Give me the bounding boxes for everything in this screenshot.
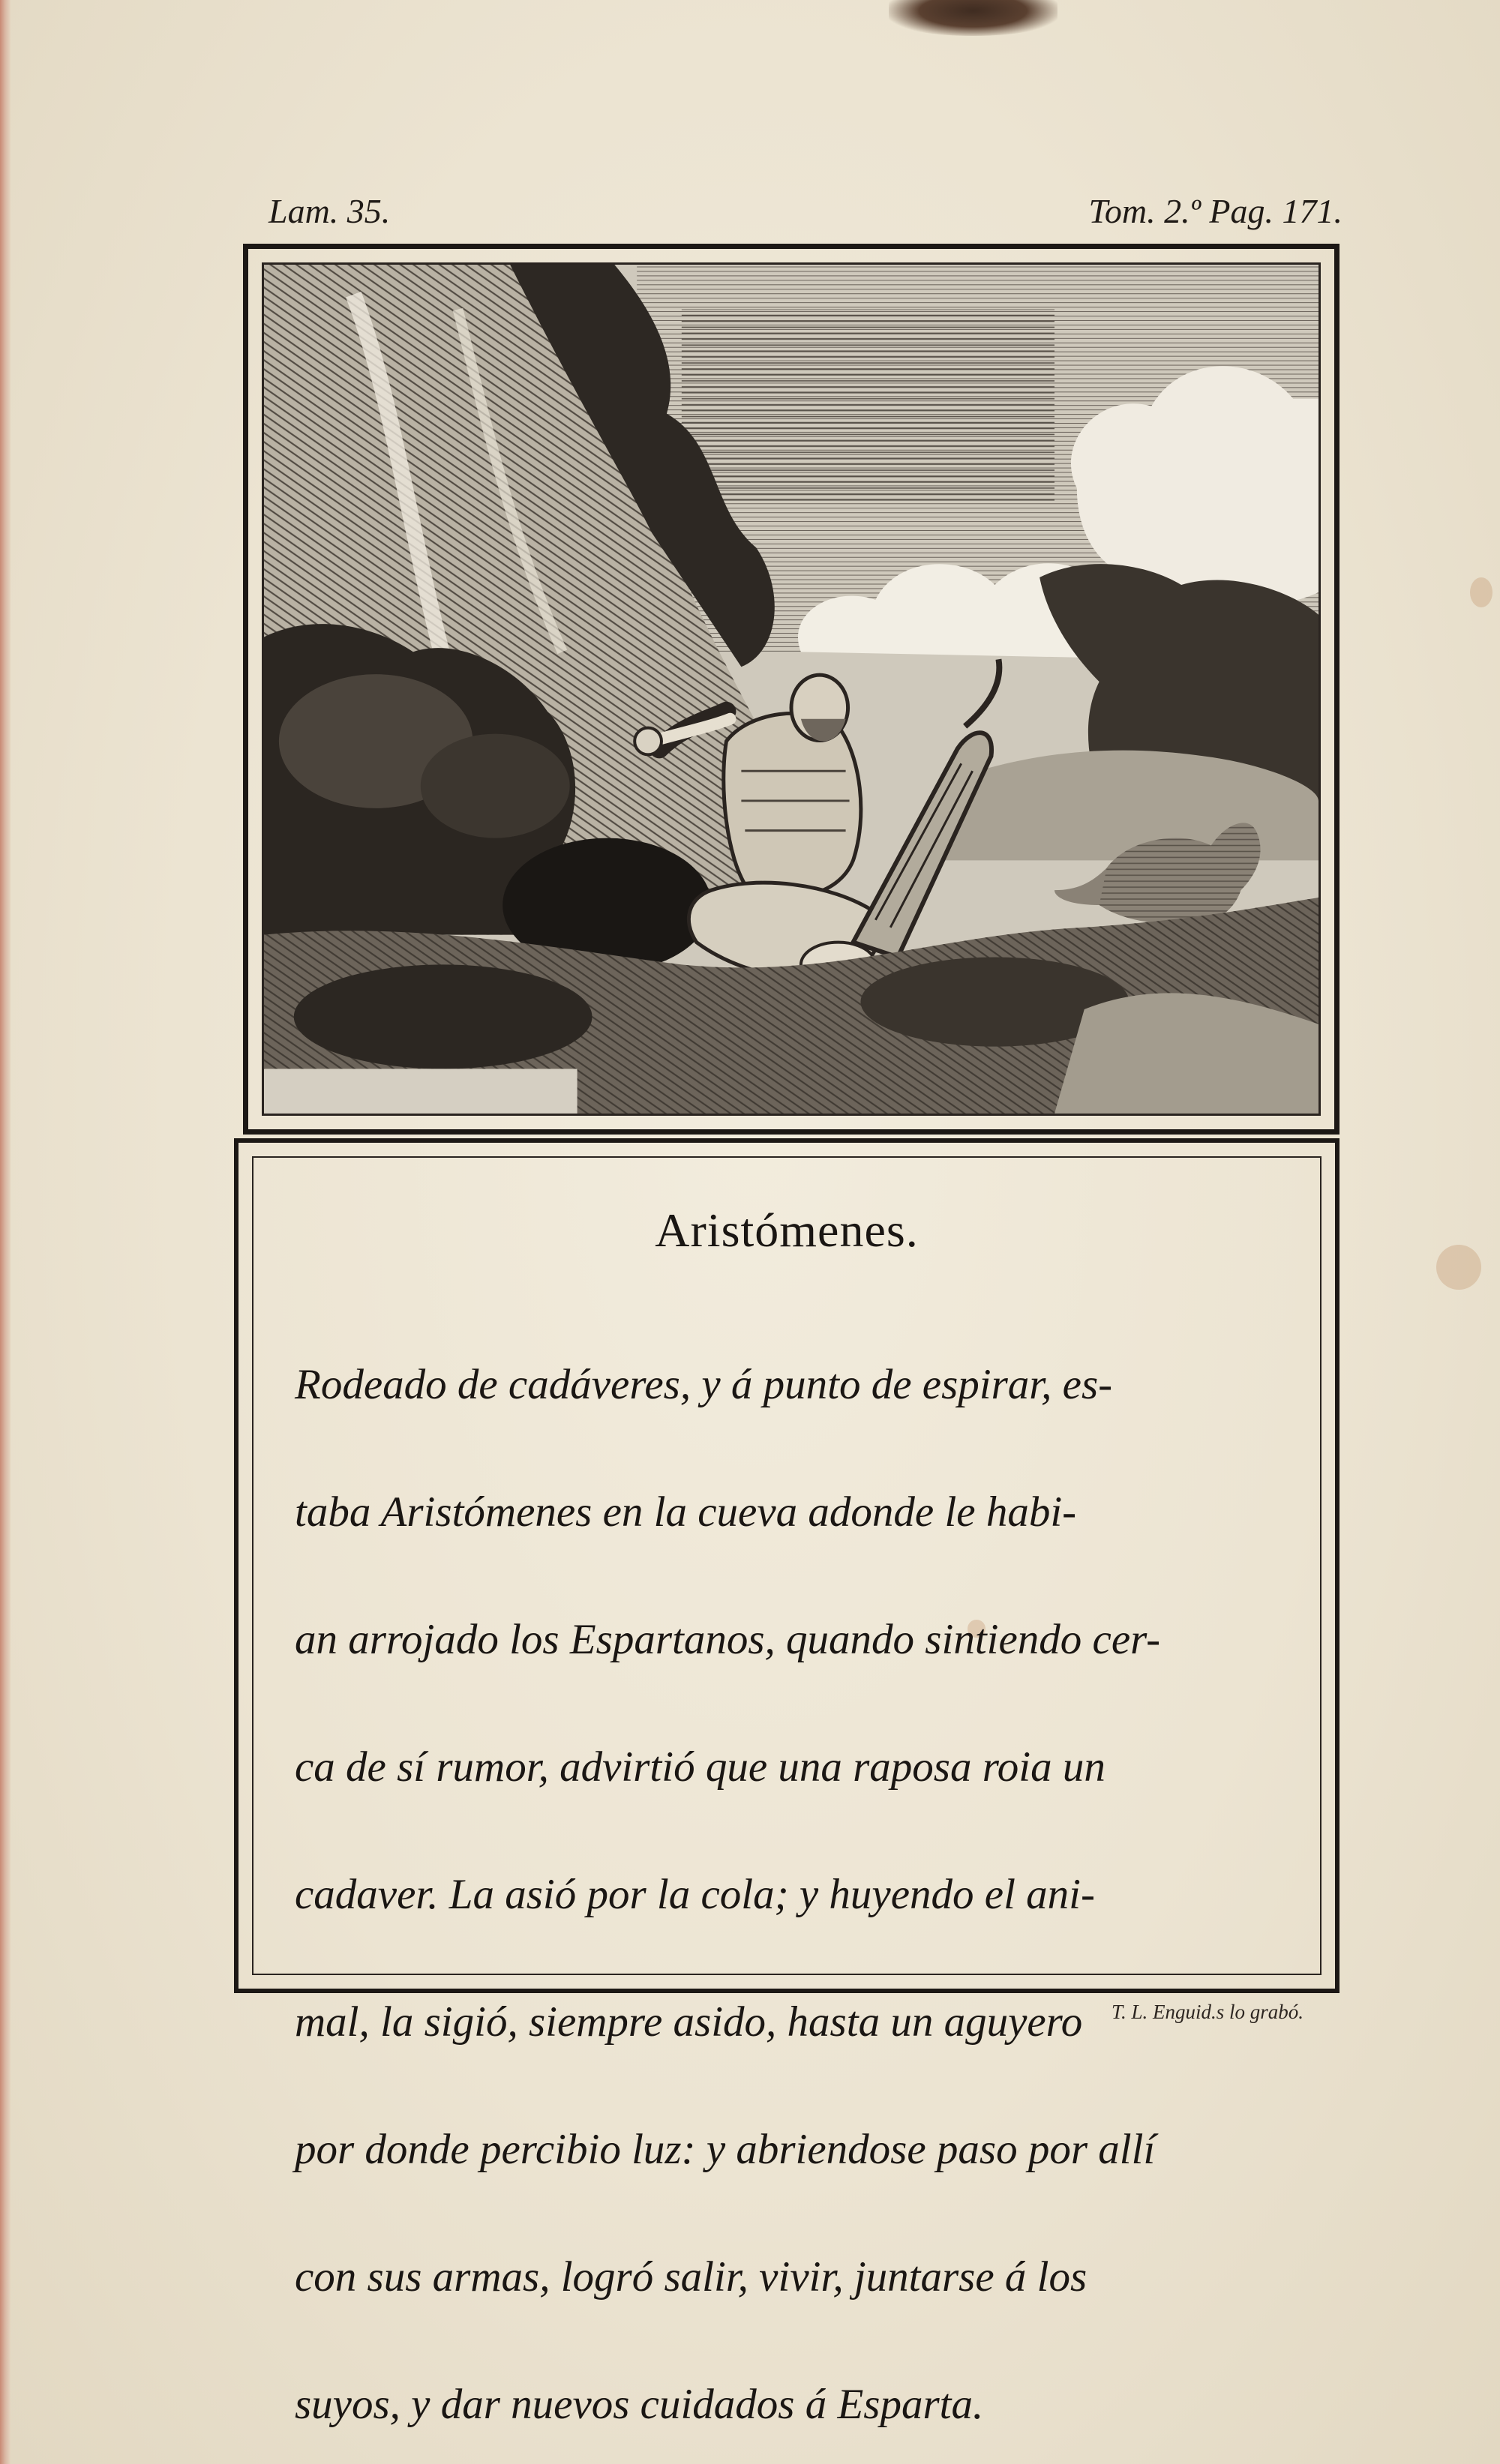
volume-page-reference: Tom. 2.º Pag. 171. [1088,192,1342,230]
paper-edge [0,0,10,2464]
plate-number: Lam. 35. [268,192,391,230]
foxing-spot [1436,1245,1481,1290]
caption-line: suyos, y dar nuevos cuidados á Esparta. [295,2381,984,2428]
caption-line: an arrojado los Espartanos, quando sintiendo cer- [295,1616,1161,1663]
caption-line: por donde percibio luz: y abriendose paso por allí [295,2126,1156,2173]
illustration-frame [243,244,1340,1135]
ink-stain [889,0,1058,36]
caption-text [295,1289,1290,2464]
engraver-credit: T. L. Enguid.s lo grabó. [1111,2001,1304,2023]
caption-line: mal, la sigió, siempre asido, hasta un aguyero [295,1998,1083,2046]
foxing-spot [1470,577,1492,607]
caption-line: taba Aristómenes en la cueva adonde le habi- [295,1488,1077,1536]
caption-line: con sus armas, logró salir, vivir, juntarse á los [295,2253,1088,2301]
caption-title: Aristómenes. [655,1204,919,1257]
illustration [262,262,1321,1116]
caption-line: ca de sí rumor, advirtió que una raposa roia un [295,1743,1106,1791]
plate-header [0,191,1500,236]
caption-line: cadaver. La asió por la cola; y huyendo el ani- [295,1871,1095,1918]
caption-line: Rodeado de cadáveres, y á punto de espirar, es- [295,1361,1113,1408]
engraving-scene [264,265,1318,1114]
